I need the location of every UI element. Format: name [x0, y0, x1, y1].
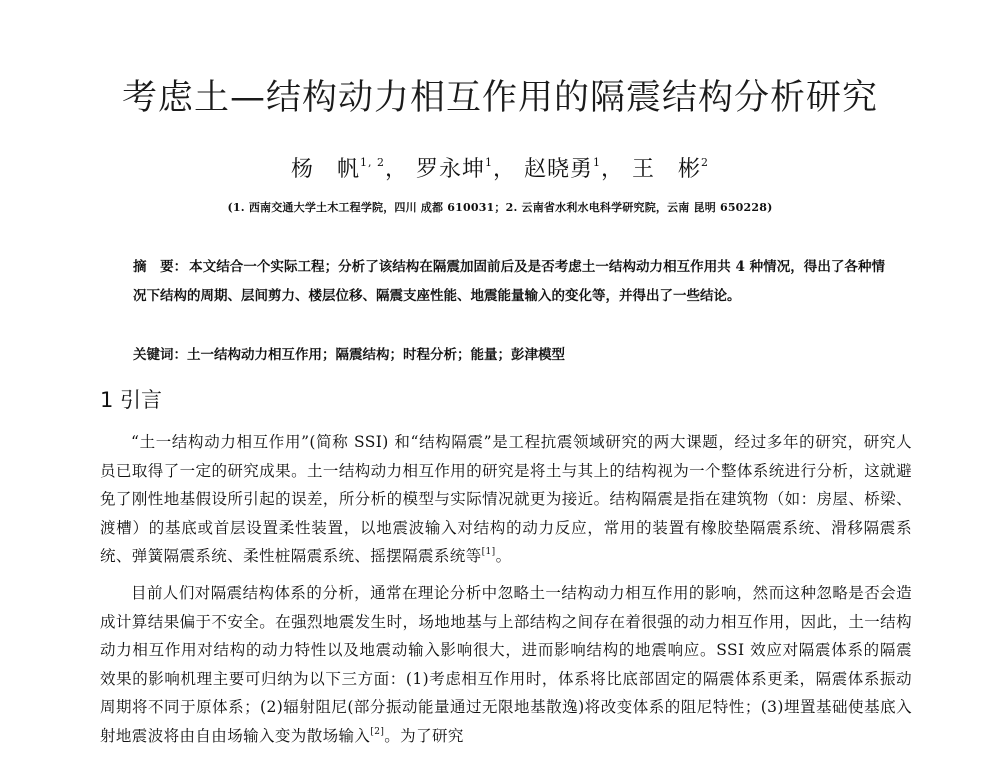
author-separator: ， [601, 157, 625, 182]
paragraph-text-continued: 。为了研究 [384, 726, 464, 745]
paragraph-text: 目前人们对隔震结构体系的分析，通常在理论分析中忽略土一结构动力相互作用的影响，然而这种忽略是否会造成计算结果偏于不安全。在强烈地震发生时，场地地基与上部结构之间存在着很强的动力相互作用，因此，土一结构动力相互作用对结构的动力特性以及地震动输入影响很大，进而影响结构的地震响应。SSI 效应对隔震体系的隔震效果的影响机理主要可归纳为以下三方面：(1)考虑相互作用时，体系将比底部固定的隔震体系更柔，隔震体系振动周期将不同于原体系；(2)辐射阻尼(部分振动能量通过无限地基散逸)将改变体系的阻尼特性；(3)埋置基础使基底入射地震波将由自由场输入变为散场输入 [100, 584, 912, 745]
body-paragraph [100, 428, 912, 571]
author-separator: ， [492, 157, 516, 182]
citation-ref: [1] [481, 547, 496, 558]
author-affiliation-mark: 1 [484, 156, 493, 169]
keywords-label: 关键词： [133, 347, 187, 363]
author-affiliation-mark: 1, 2 [359, 156, 385, 169]
author-name: 赵晓勇 [524, 157, 594, 182]
abstract-text: 本文结合一个实际工程；分析了该结构在隔震加固前后及是否考虑土一结构动力相互作用共 4 种情况，得出了各种情况下结构的周期、层间剪力、楼层位移、隔震支座性能、地震能量输入的变化等，并得出了一些结论。 [133, 259, 886, 304]
keywords [133, 343, 885, 363]
author-name: 杨 帆 [290, 157, 360, 182]
section-heading: 1 引言 [100, 388, 163, 412]
affiliation-line: (1. 西南交通大学土木工程学院，四川 成都 610031；2. 云南省水利水电科学研究院，云南 昆明 650228) [227, 201, 773, 214]
citation-ref: [2] [370, 726, 385, 737]
keywords-text: 土一结构动力相互作用；隔震结构；时程分析；能量；彭津模型 [187, 347, 565, 363]
author-name: 王 彬 [632, 157, 702, 182]
author-list [0, 152, 1000, 183]
abstract [133, 253, 885, 311]
paper-title: 考虑土—结构动力相互作用的隔震结构分析研究 [121, 78, 878, 118]
paragraph-text: “土一结构动力相互作用”(简称 SSI) 和“结构隔震”是工程抗震领域研究的两大课题，经过多年的研究，研究人员已取得了一定的研究成果。土一结构动力相互作用的研究是将土与其上的结构视为一个整体系统进行分析，这就避免了刚性地基假设所引起的误差，所分析的模型与实际情况就更为接近。结构隔震是指在建筑物（如：房屋、桥梁、渡槽）的基底或首层设置柔性装置，以地震波输入对结构的动力反应，常用的装置有橡胶垫隔震系统、滑移隔震系统、弹簧隔震系统、柔性桩隔震系统、摇摆隔震系统等 [100, 433, 912, 566]
paragraph-end: 。 [495, 547, 512, 566]
author-affiliation-mark: 1 [593, 156, 602, 169]
author-separator: ， [384, 157, 408, 182]
author-affiliation-mark: 2 [701, 156, 710, 169]
author-name: 罗永坤 [415, 157, 485, 182]
body-paragraph [100, 579, 912, 751]
abstract-label: 摘 要： [133, 259, 188, 275]
